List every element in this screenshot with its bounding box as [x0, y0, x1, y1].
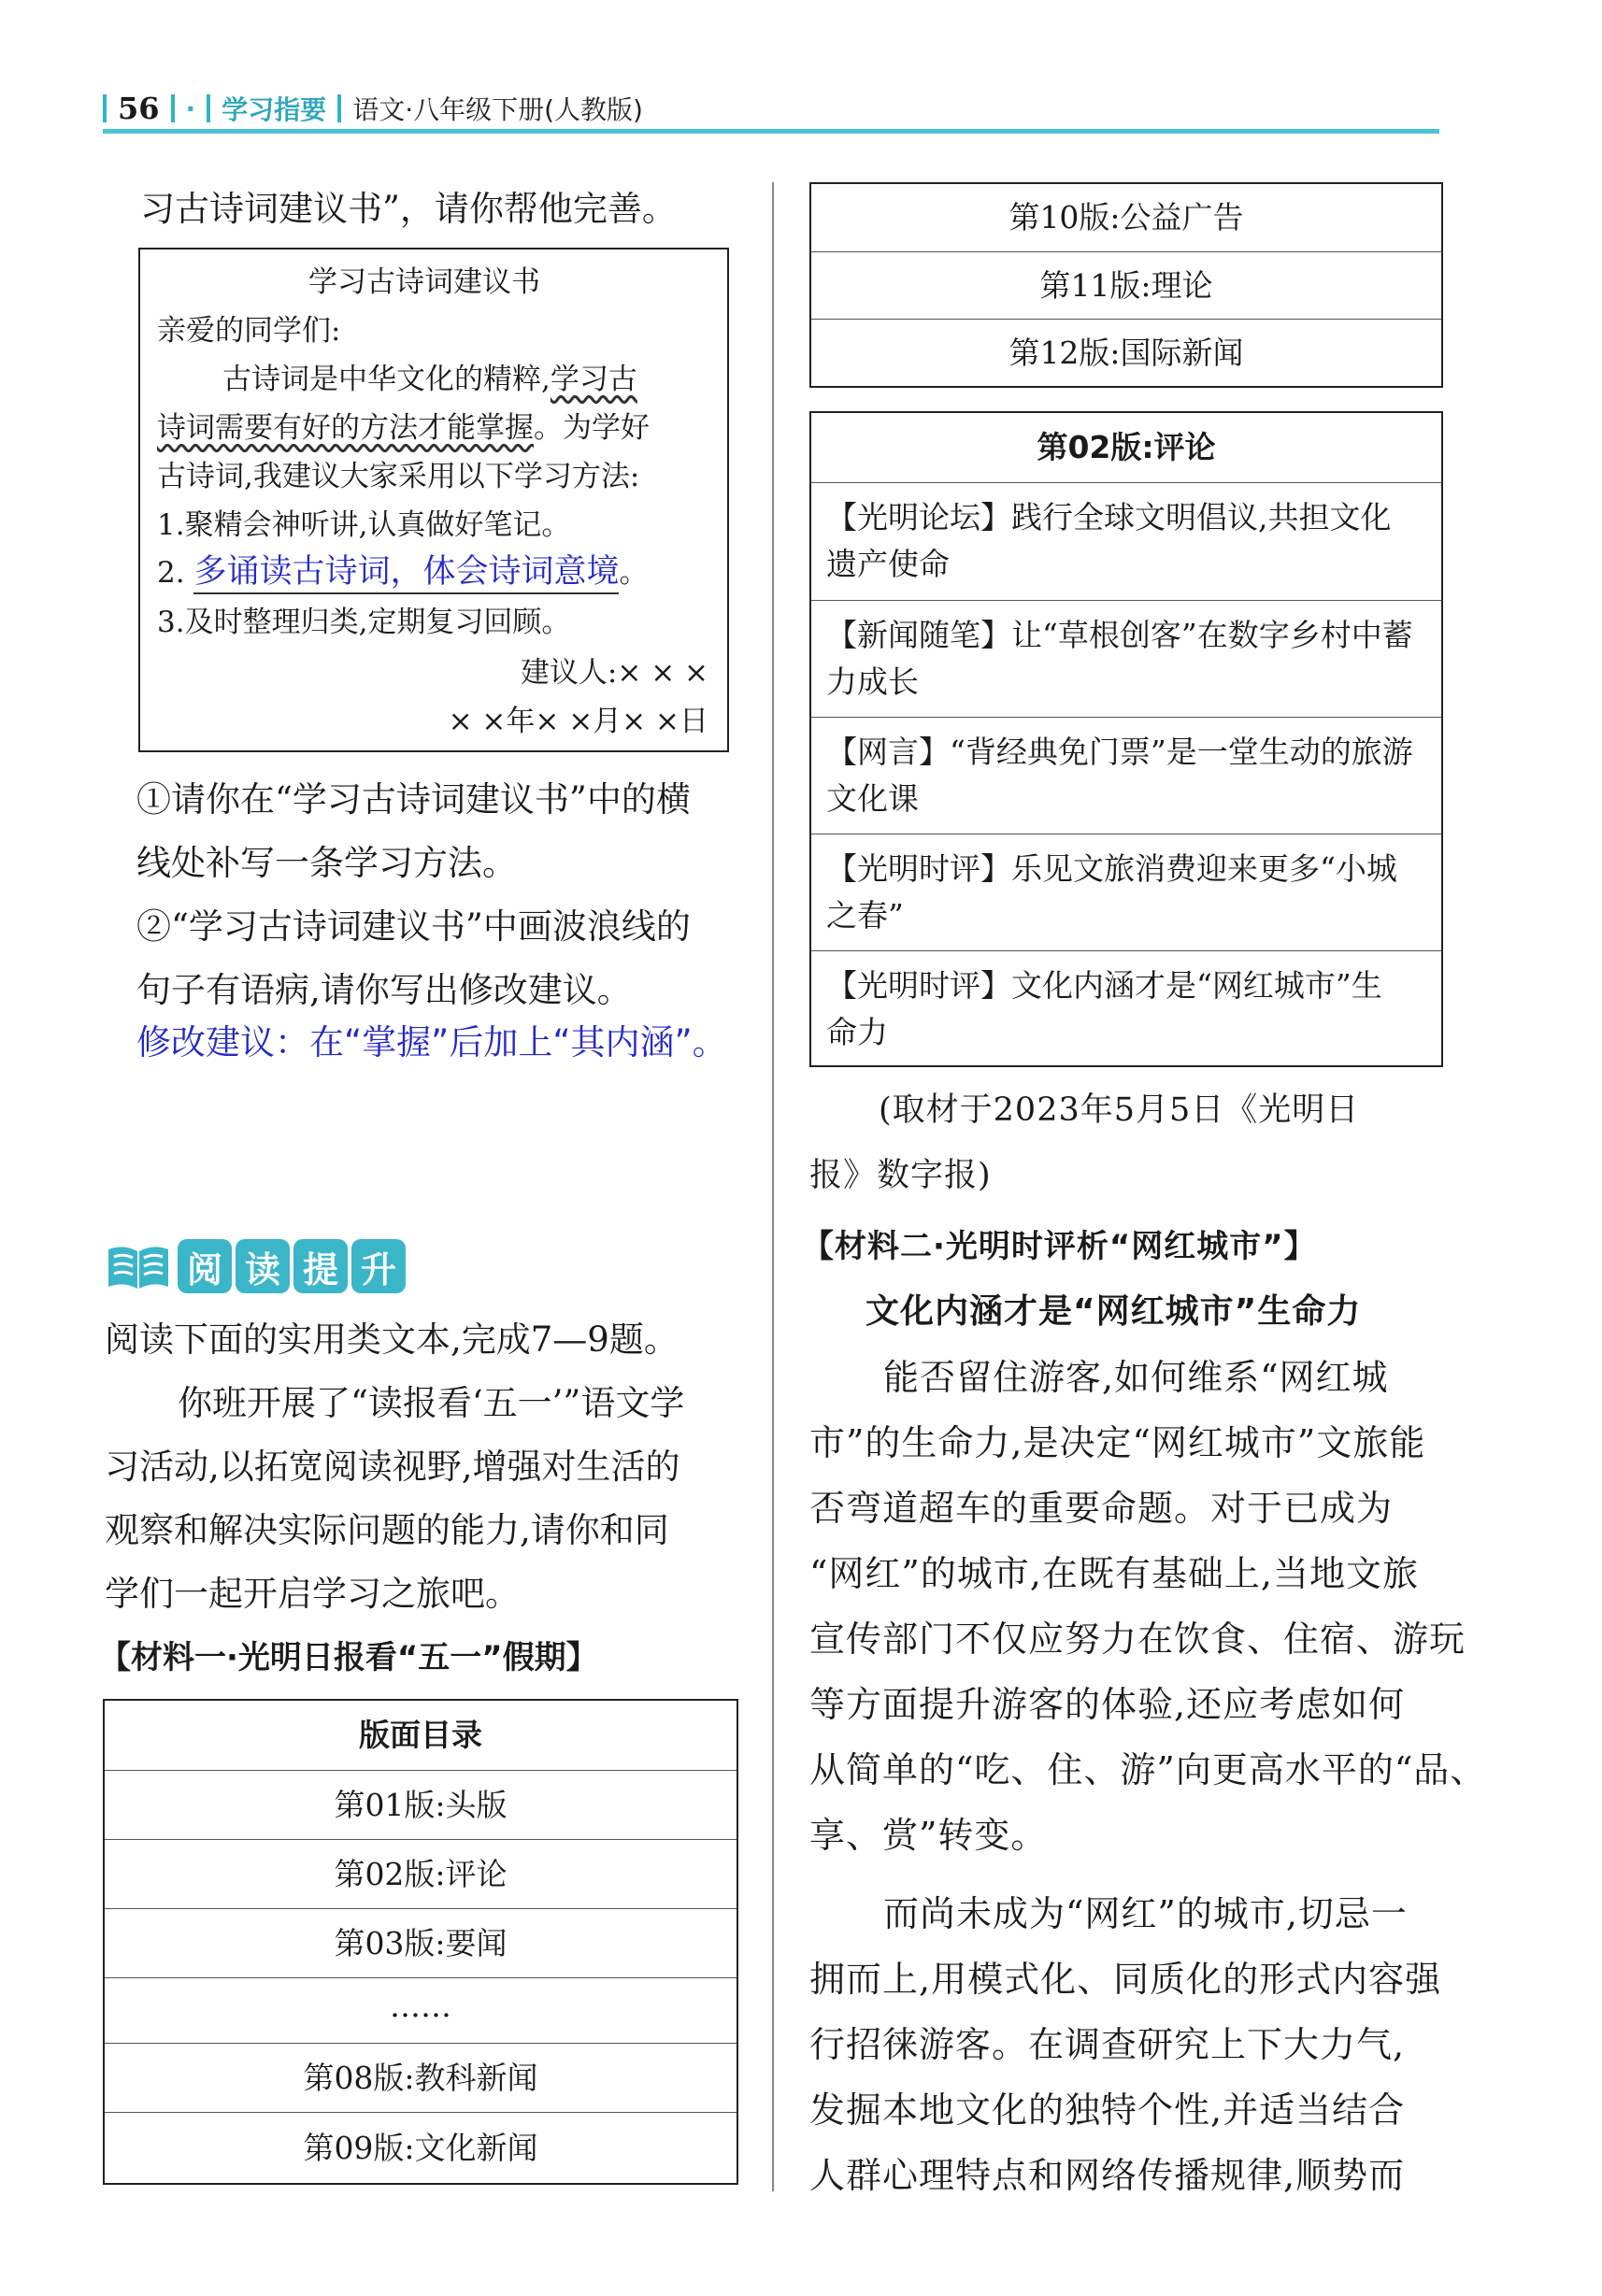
article-line: 否弯道超车的重要命题。对于已成为 — [809, 1488, 1394, 1529]
toc-row: 第02版:评论 — [105, 1839, 737, 1908]
reading-instruction: 阅读下面的实用类文本,完成7—9题。 — [105, 1319, 679, 1360]
wavy-sentence-part1: 学习古 — [550, 363, 637, 396]
article-line: 能否留住游客,如何维系“网红城 — [883, 1357, 1389, 1398]
toc-row: 第12版:国际新闻 — [811, 319, 1441, 386]
method-2-answer: 多诵读古诗词，体会诗词意境 — [193, 553, 619, 594]
question-1-line-2: 线处补写一条学习方法。 — [136, 843, 517, 883]
commentary-item: 【光明时评】乐见文旅消费迎来更多“小城 之春” — [811, 834, 1441, 950]
toc-table-continued — [809, 182, 1443, 388]
article-line: 宣传部门不仅应努力在饮食、住宿、游玩 — [809, 1619, 1466, 1660]
toc-table — [103, 1699, 738, 2185]
letter-line-1: 古诗词是中华文化的精粹,学习古 — [222, 363, 637, 396]
method-3: 3.及时整理归类,定期复习回顾。 — [157, 606, 571, 639]
reading-para-line-1: 你班开展了“读报看‘五一’”语文学 — [178, 1383, 685, 1423]
commentary-item: 【光明时评】文化内涵才是“网红城市”生 命力 — [811, 950, 1441, 1067]
header-bar-mid2 — [207, 94, 210, 122]
letter-greeting: 亲爱的同学们: — [157, 314, 341, 348]
toc-row: 第10版:公益广告 — [1008, 199, 1244, 235]
article-line: 人群心理特点和网络传播规律,顺势而 — [809, 2155, 1406, 2196]
toc-row: 第11版:理论 — [811, 251, 1441, 319]
question-2-line-2: 句子有语病,请你写出修改建议。 — [136, 970, 632, 1010]
commentary-item: 【新闻随笔】让“草根创客”在数字乡村中蓄 力成长 — [811, 600, 1441, 717]
header-section: 学习指要 — [222, 94, 327, 125]
commentary-item: 【网言】“背经典免门票”是一堂生动的旅游 文化课 — [811, 717, 1441, 834]
letter-signer: 建议人:× × × — [520, 656, 708, 690]
badge-char: 读 — [236, 1239, 290, 1293]
commentary-header: 第02版:评论 — [1037, 429, 1216, 465]
method-2: 2. 多诵读古诗词，体会诗词意境。 — [157, 547, 648, 599]
toc-row: 第08版:教科新闻 — [105, 2043, 737, 2112]
question-2-answer: 修改建议：在“掌握”后加上“其内涵”。 — [136, 1022, 727, 1062]
source-line-1: (取材于2023年5月5日《光明日 — [879, 1091, 1360, 1129]
reading-para-line-3: 观察和解决实际问题的能力,请你和同 — [105, 1510, 669, 1550]
letter-title: 学习古诗词建议书 — [308, 265, 540, 299]
commentary-item: 【光明论坛】践行全球文明倡议,共担文化 遗产使命 — [811, 482, 1441, 600]
article-line: 发掘本地文化的独特个性,并适当结合 — [809, 2089, 1406, 2131]
material-1-title: 【材料一·光明日报看“五一”假期】 — [99, 1639, 598, 1676]
toc-row: 第01版:头版 — [105, 1770, 737, 1839]
toc-row: 第09版:文化新闻 — [105, 2112, 737, 2183]
reading-para-line-2: 习活动,以拓宽阅读视野,增强对生活的 — [105, 1447, 680, 1487]
page-header — [103, 86, 643, 131]
letter-date: × ×年× ×月× ×日 — [448, 705, 708, 738]
article-line: 拥而上,用模式化、同质化的形式内容强 — [809, 1959, 1442, 2000]
letter-line-3: 古诗词,我建议大家采用以下学习方法: — [157, 460, 640, 493]
suggestion-letter — [138, 248, 729, 752]
method-1: 1.聚精会神听讲,认真做好笔记。 — [157, 508, 571, 542]
badge-characters — [178, 1239, 406, 1293]
article-line: 享、赏”转变。 — [809, 1815, 1048, 1856]
badge-char: 阅 — [178, 1239, 232, 1293]
header-bar-left — [103, 94, 107, 122]
reading-para-line-4: 学们一起开启学习之旅吧。 — [105, 1574, 520, 1614]
article-line: “网红”的城市,在既有基础上,当地文旅 — [809, 1553, 1420, 1594]
question-1-line-1: ①请你在“学习古诗词建议书”中的横 — [136, 779, 691, 820]
open-book-icon — [105, 1240, 172, 1292]
article-line: 市”的生命力,是决定“网红城市”文旅能 — [809, 1422, 1426, 1463]
intro-line: 习古诗词建议书”，请你帮他完善。 — [140, 189, 677, 229]
page-number: 56 — [118, 91, 160, 126]
commentary-table — [809, 411, 1443, 1067]
header-book-title: 语文·八年级下册(人教版) — [352, 94, 643, 125]
column-divider — [772, 182, 774, 2191]
article-line: 而尚未成为“网红”的城市,切忌一 — [883, 1893, 1408, 1934]
header-bar-mid — [171, 94, 175, 122]
material-2-title: 【材料二·光明时评析“网红城市”】 — [802, 1228, 1317, 1265]
wavy-sentence-part2: 诗词需要有好的方法才能掌握 — [157, 411, 534, 445]
source-line-2: 报》数字报) — [809, 1157, 992, 1194]
letter-line-2: 诗词需要有好的方法才能掌握。为学好 — [157, 411, 650, 445]
toc-row: …… — [105, 1977, 737, 2043]
toc-header: 版面目录 — [359, 1717, 482, 1753]
article-line: 等方面提升游客的体验,还应考虑如何 — [809, 1684, 1406, 1725]
header-dot: · — [185, 93, 196, 124]
header-bar-right — [337, 94, 341, 122]
question-2-line-1: ②“学习古诗词建议书”中画波浪线的 — [136, 906, 691, 947]
reading-section-badge — [105, 1235, 406, 1297]
toc-row: 第03版:要闻 — [105, 1908, 737, 1977]
article-line: 从简单的“吃、住、游”向更高水平的“品、 — [809, 1749, 1487, 1790]
badge-char: 升 — [351, 1239, 406, 1293]
header-rule — [103, 129, 1439, 134]
article-title: 文化内涵才是“网红城市”生命力 — [865, 1292, 1362, 1331]
badge-char: 提 — [293, 1239, 348, 1293]
article-line: 行招徕游客。在调查研究上下大力气, — [809, 2024, 1406, 2065]
